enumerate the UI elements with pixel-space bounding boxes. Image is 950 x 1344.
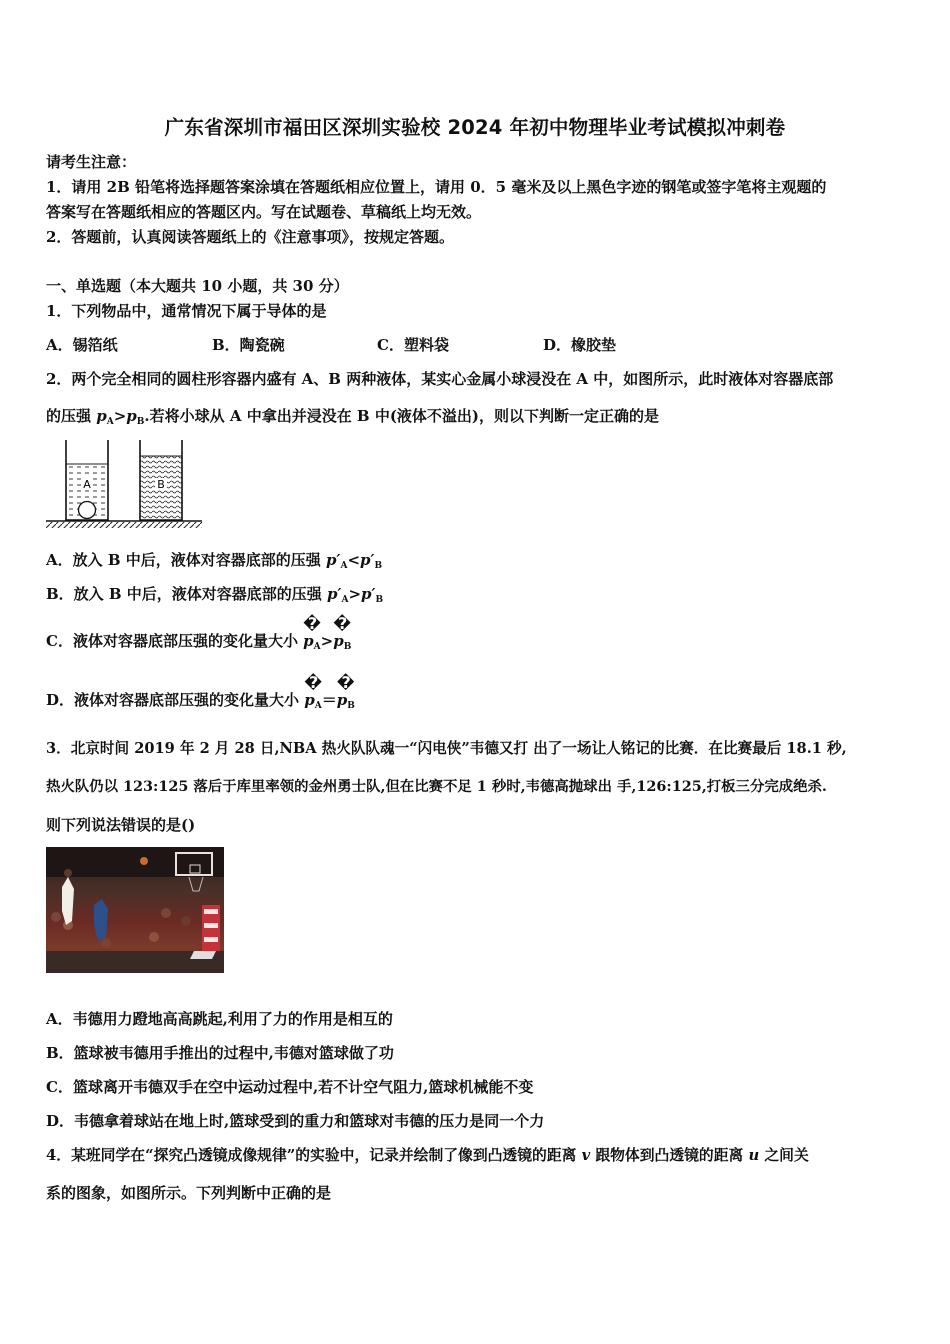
q1-option-c: C．塑料袋 <box>377 336 449 354</box>
subscript-a: A <box>106 417 114 427</box>
notice-line-2: 2．答题前，认真阅读答题纸上的《注意事项》，按规定答题。 <box>46 228 454 246</box>
missing-glyph-icon: � <box>304 673 323 692</box>
q2-option-d: D．液体对容器底部压强的变化量大小 � $p_A=$ � $p_B$ <box>46 673 355 711</box>
missing-glyph-icon: � <box>303 614 321 633</box>
q2-stem-pre: 的压强 <box>46 407 97 425</box>
q1-stem: 1．下列物品中，通常情况下属于导体的是 <box>46 302 327 320</box>
q3-option-d: D．韦德拿着球站在地上时,篮球受到的重力和篮球对韦德的压力是同一个力 <box>46 1112 545 1130</box>
gt-sign: > <box>113 407 127 425</box>
q1-option-d: D．橡胶垫 <box>543 336 617 354</box>
label-b: B <box>157 478 165 491</box>
basketball-photo <box>46 847 224 973</box>
q2-stem-line2 <box>46 406 659 432</box>
q3-option-b: B．篮球被韦德用手推出的过程中,韦德对篮球做了功 <box>46 1044 394 1062</box>
q3-stem-line1: 3．北京时间 2019 年 2 月 28 日,NBA 热火队队魂一“闪电侠”韦德又打 出了一场让人铭记的比赛．在比赛最后 18.1 秒, <box>46 740 847 757</box>
metal-ball <box>79 502 96 519</box>
label-a: A <box>83 478 91 491</box>
q2-stem-line1: 2．两个完全相同的圆柱形容器内盛有 A、B 两种液体，某实心金属小球浸没在 A 中，如图所示，此时液体对容器底部 <box>46 370 834 388</box>
notice-heading: 请考生注意： <box>46 153 137 171</box>
q4-stem-line2: 系的图象，如图所示。下列判断中正确的是 <box>46 1184 332 1202</box>
q3-option-c: C．篮球离开韦德双手在空中运动过程中,若不计空气阻力,篮球机械能不变 <box>46 1078 534 1096</box>
notice-line-1b: 答案写在答题纸相应的答题区内。写在试题卷、草稿纸上均无效。 <box>46 203 482 221</box>
pressure-p: p <box>96 407 107 425</box>
q1-option-a: A．锡箔纸 <box>46 336 118 354</box>
q2-stem-post: .若将小球从 A 中拿出并浸没在 B 中(液体不溢出)，则以下判断一定正确的是 <box>144 407 660 425</box>
q3-stem-line3: 则下列说法错误的是() <box>46 816 196 834</box>
missing-glyph-icon: � <box>336 673 355 692</box>
section-heading: 一、单选题（本大题共 10 小题，共 30 分） <box>46 277 349 295</box>
notice-line-1a: 1．请用 2B 铅笔将选择题答案涂填在答题纸相应位置上，请用 0．5 毫米及以上黑色字迹的钢笔或签字笔将主观题的 <box>46 178 827 196</box>
ground-hatch <box>46 522 202 528</box>
beakers-figure <box>44 434 204 530</box>
q3-stem-line2: 热火队仍以 123:125 落后于库里率领的金州勇士队,但在比赛不足 1 秒时,韦德高抛球出 手,126:125,打板三分完成绝杀. <box>46 778 827 795</box>
page-title: 广东省深圳市福田区深圳实验校 2024 年初中物理毕业考试模拟冲刺卷 <box>164 116 786 139</box>
q4-stem-line1: 4．某班同学在“探究凸透镜成像规律”的实验中，记录并绘制了像到凸透镜的距离 v 跟物体到凸透镜的距离 u 之间关 <box>46 1147 809 1164</box>
q3-option-a: A．韦德用力蹬地高高跳起,利用了力的作用是相互的 <box>46 1010 393 1028</box>
q2-option-b: B．放入 B 中后，液体对容器底部的压强 $p'_A>p'_B$ <box>46 585 384 605</box>
q2-option-c: C．液体对容器底部压强的变化量大小 � $p_A>$ � $p_B$ <box>46 614 352 652</box>
subscript-b: B <box>136 417 145 427</box>
q1-option-b: B．陶瓷碗 <box>212 336 285 354</box>
q2-option-a: A．放入 B 中后，液体对容器底部的压强 $p'_A<p'_B$ <box>46 551 383 571</box>
pressure-p: p <box>126 407 137 425</box>
missing-glyph-icon: � <box>333 614 352 633</box>
